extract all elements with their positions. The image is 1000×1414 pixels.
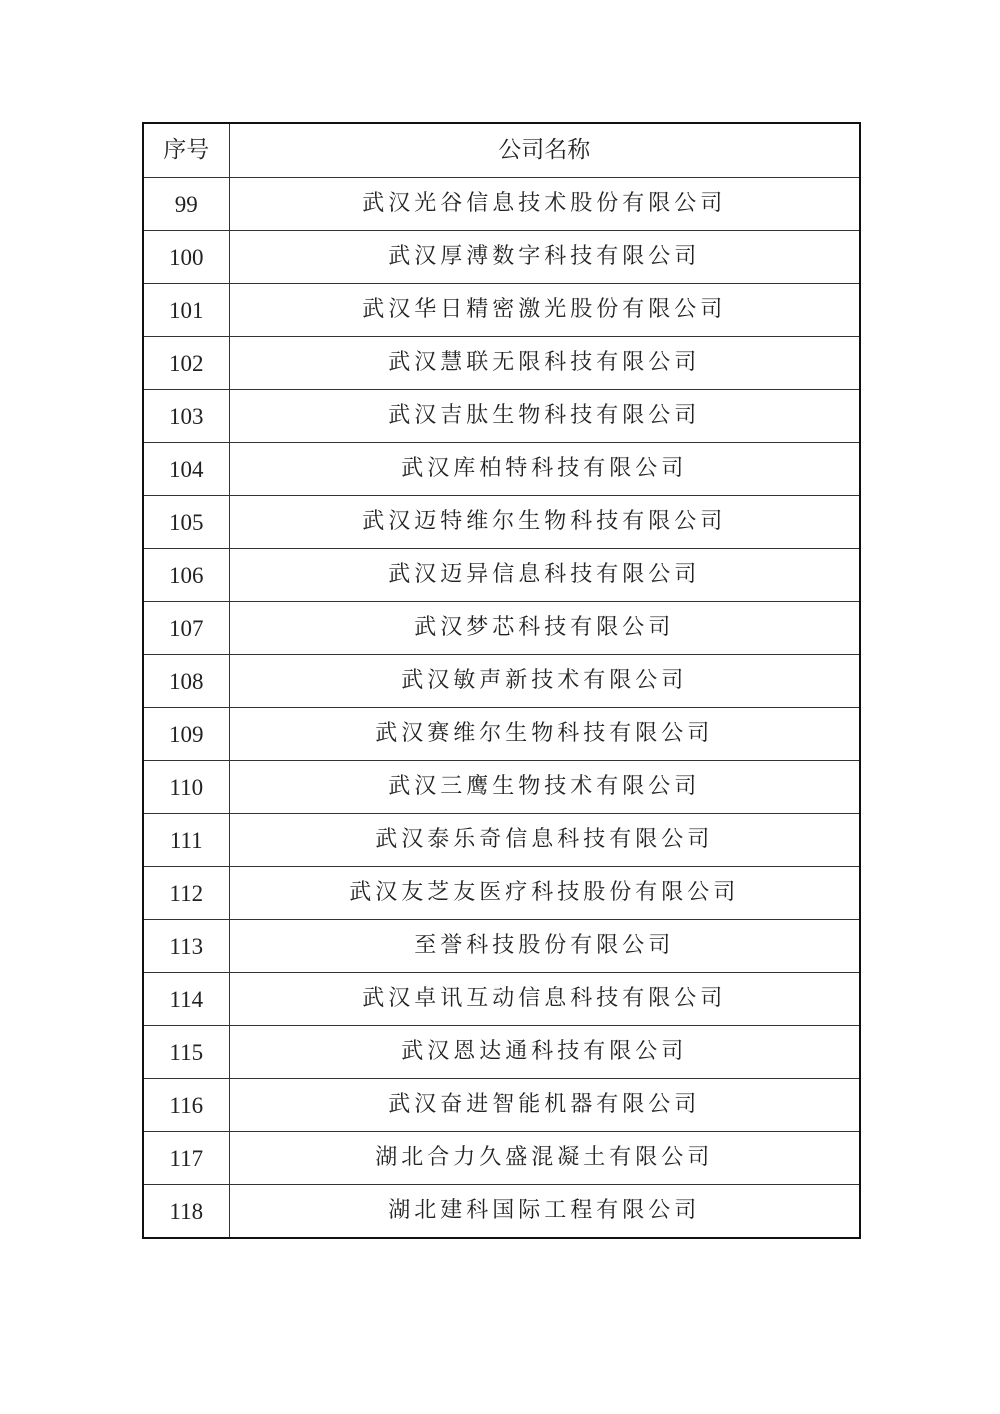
company-name: 武汉库柏特科技有限公司 <box>229 443 860 496</box>
table-row <box>143 761 860 814</box>
row-index: 102 <box>143 337 229 390</box>
table-row <box>143 920 860 973</box>
company-name: 武汉敏声新技术有限公司 <box>229 655 860 708</box>
table-row <box>143 443 860 496</box>
table-row <box>143 1185 860 1239</box>
company-name: 武汉迈异信息科技有限公司 <box>229 549 860 602</box>
table-body <box>143 178 860 1239</box>
company-name: 武汉迈特维尔生物科技有限公司 <box>229 496 860 549</box>
table-row <box>143 231 860 284</box>
row-index: 116 <box>143 1079 229 1132</box>
table-row <box>143 602 860 655</box>
column-header-index: 序号 <box>143 123 229 178</box>
row-index: 114 <box>143 973 229 1026</box>
table-row <box>143 973 860 1026</box>
row-index: 118 <box>143 1185 229 1239</box>
row-index: 111 <box>143 814 229 867</box>
row-index: 112 <box>143 867 229 920</box>
row-index: 99 <box>143 178 229 231</box>
row-index: 117 <box>143 1132 229 1185</box>
row-index: 107 <box>143 602 229 655</box>
row-index: 104 <box>143 443 229 496</box>
company-name: 武汉恩达通科技有限公司 <box>229 1026 860 1079</box>
table-row <box>143 284 860 337</box>
company-name: 武汉厚溥数字科技有限公司 <box>229 231 860 284</box>
company-name: 武汉奋进智能机器有限公司 <box>229 1079 860 1132</box>
table-header-row <box>143 123 860 178</box>
table-row <box>143 1132 860 1185</box>
column-header-company-name: 公司名称 <box>229 123 860 178</box>
row-index: 100 <box>143 231 229 284</box>
table-row <box>143 178 860 231</box>
table-row <box>143 496 860 549</box>
table-row <box>143 549 860 602</box>
company-name: 武汉梦芯科技有限公司 <box>229 602 860 655</box>
company-name: 武汉三鹰生物技术有限公司 <box>229 761 860 814</box>
company-name: 湖北合力久盛混凝土有限公司 <box>229 1132 860 1185</box>
table-row <box>143 390 860 443</box>
row-index: 103 <box>143 390 229 443</box>
table-row <box>143 708 860 761</box>
row-index: 108 <box>143 655 229 708</box>
row-index: 106 <box>143 549 229 602</box>
company-name: 武汉泰乐奇信息科技有限公司 <box>229 814 860 867</box>
company-name: 武汉光谷信息技术股份有限公司 <box>229 178 860 231</box>
company-name: 武汉卓讯互动信息科技有限公司 <box>229 973 860 1026</box>
table-row <box>143 814 860 867</box>
table-row <box>143 1026 860 1079</box>
row-index: 110 <box>143 761 229 814</box>
company-name: 武汉慧联无限科技有限公司 <box>229 337 860 390</box>
table-row <box>143 337 860 390</box>
company-name: 至誉科技股份有限公司 <box>229 920 860 973</box>
row-index: 105 <box>143 496 229 549</box>
company-name: 武汉吉肽生物科技有限公司 <box>229 390 860 443</box>
row-index: 101 <box>143 284 229 337</box>
table-row <box>143 867 860 920</box>
company-name: 武汉华日精密激光股份有限公司 <box>229 284 860 337</box>
table-header <box>143 123 860 178</box>
row-index: 109 <box>143 708 229 761</box>
company-name: 武汉友芝友医疗科技股份有限公司 <box>229 867 860 920</box>
table-row <box>143 1079 860 1132</box>
row-index: 113 <box>143 920 229 973</box>
company-name: 武汉赛维尔生物科技有限公司 <box>229 708 860 761</box>
table-row <box>143 655 860 708</box>
company-name: 湖北建科国际工程有限公司 <box>229 1185 860 1239</box>
row-index: 115 <box>143 1026 229 1079</box>
company-table <box>142 122 861 1239</box>
